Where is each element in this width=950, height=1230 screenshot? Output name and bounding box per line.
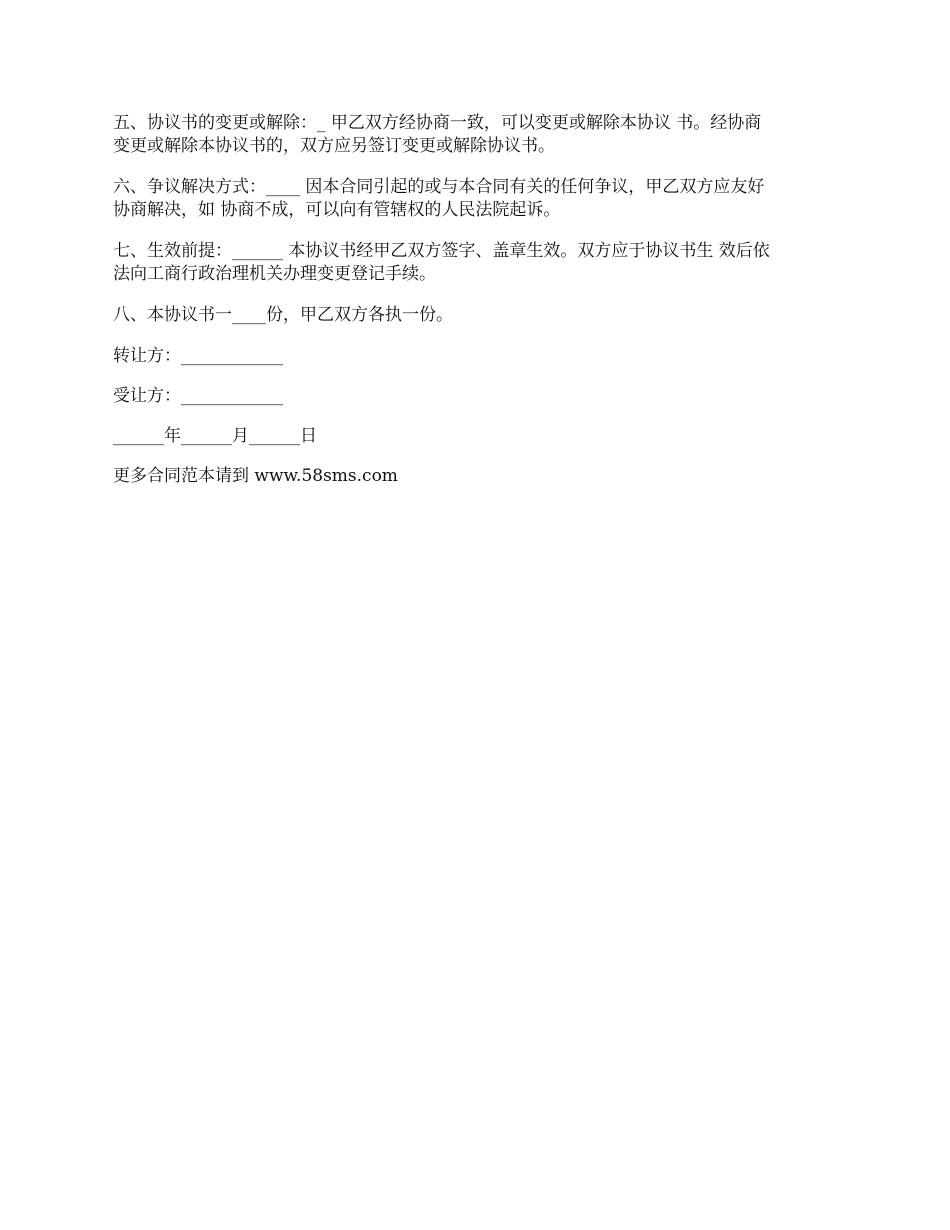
clause-amendment-line-2: 变更或解除本协议书的，双方应另签订变更或解除协议书。 xyxy=(113,136,555,156)
clause-amendment xyxy=(113,112,835,158)
transferee-signature-line: 受让方：____________ xyxy=(113,386,283,406)
clause-dispute-line-2: 协商解决，如 协商不成，可以向有管辖权的人民法院起诉。 xyxy=(113,200,561,220)
clause-dispute-resolution xyxy=(113,176,835,222)
clause-dispute-line-1: 六、争议解决方式：____ 因本合同引起的或与本合同有关的任何争议，甲乙双方应友好 xyxy=(113,177,765,197)
document-page xyxy=(113,112,835,506)
footer-promo-text: 更多合同范本请到 www.58sms.com xyxy=(113,466,398,486)
clause-amendment-line-1: 五、协议书的变更或解除：_ 甲乙双方经协商一致，可以变更或解除本协议 书。经协商 xyxy=(113,113,762,133)
clause-copies-line-1: 八、本协议书一____份，甲乙双方各执一份。 xyxy=(113,305,453,325)
clause-effective-line-1: 七、生效前提：______ 本协议书经甲乙双方签字、盖章生效。双方应于协议书生 效后依 xyxy=(113,241,770,261)
signing-date-line: ______年______月______日 xyxy=(113,426,317,446)
transferor-signature-line: 转让方：____________ xyxy=(113,346,283,366)
clause-copies xyxy=(113,304,835,327)
clause-effective-line-2: 法向工商行政治理机关办理变更登记手续。 xyxy=(113,264,436,284)
clause-effective-condition xyxy=(113,240,835,286)
